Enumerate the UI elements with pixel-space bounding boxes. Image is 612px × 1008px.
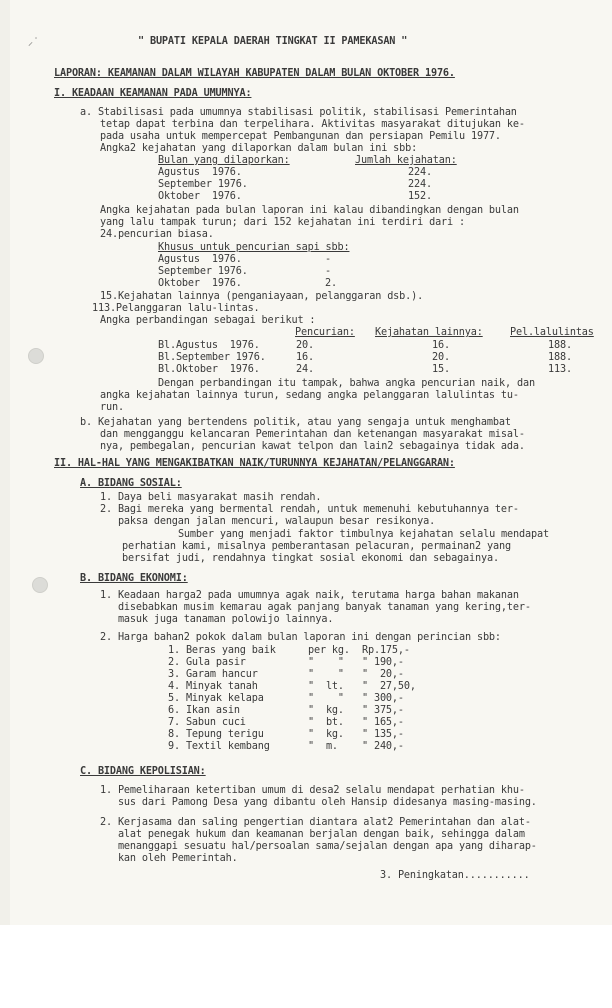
economy-line: 1. Keadaan harga2 pada umumnya agak naik, terutama harga bahan makanan — [100, 590, 519, 601]
price-value: Rp.175,- — [362, 645, 410, 656]
compare-row-traffic: 113. — [548, 364, 572, 375]
cattle-row-month: Agustus 1976. — [158, 254, 242, 265]
price-item: 3. Garam hancur — [168, 669, 258, 680]
price-unit: " kg. — [308, 729, 344, 740]
price-unit: " m. — [308, 741, 338, 752]
compare-col-theft: Pencurian: — [295, 327, 355, 338]
price-unit: per kg. — [308, 645, 350, 656]
compare-line-3: 24.pencurian biasa. — [100, 229, 214, 240]
price-value: " 165,- — [362, 717, 404, 728]
social-line: 2. Bagi mereka yang bermental rendah, untuk memenuhi kebutuhannya ter- — [100, 504, 519, 515]
para-a-line-1: a. Stabilisasi pada umumnya stabilisasi politik, stabilisasi Pemerintahan — [80, 107, 517, 118]
price-unit: " " — [308, 657, 344, 668]
para-b-line-1: b. Kejahatan yang bertendens politik, atau yang sengaja untuk menghambat — [80, 417, 511, 428]
compare-row-traffic: 188. — [548, 340, 572, 351]
conclusion-line-1: Dengan perbandingan itu tampak, bahwa angka pencurian naik, dan — [158, 378, 535, 389]
social-line: bersifat judi, rendahnya tingkat sosial ekonomi dan sebagainya. — [122, 553, 499, 564]
compare-row-theft: 16. — [296, 352, 314, 363]
cattle-row-month: September 1976. — [158, 266, 248, 277]
price-value: " 135,- — [362, 729, 404, 740]
compare-row-traffic: 188. — [548, 352, 572, 363]
price-item: 5. Minyak kelapa — [168, 693, 264, 704]
compare-col-traffic: Pel.lalulintas — [510, 327, 594, 338]
letterhead-title: " BUPATI KEPALA DAERAH TINGKAT II PAMEKASAN " — [138, 36, 408, 47]
compare-row-theft: 24. — [296, 364, 314, 375]
para-a-line-4: Angka2 kejahatan yang dilaporkan dalam bulan ini sbb: — [100, 143, 418, 154]
police-line: 1. Pemeliharaan ketertiban umum di desa2 selalu mendapat perhatian khu- — [100, 785, 525, 796]
compare-line-2: yang lalu tampak turun; dari 152 kejahatan ini terdiri dari : — [100, 217, 465, 228]
price-item: 1. Beras yang baik — [168, 645, 276, 656]
cattle-heading: Khusus untuk pencurian sapi sbb: — [158, 242, 350, 253]
cattle-row-count: - — [325, 266, 331, 277]
cattle-row-month: Oktober 1976. — [158, 278, 242, 289]
crime-row-month: Oktober 1976. — [158, 191, 242, 202]
compare-col-other: Kejahatan lainnya: — [375, 327, 483, 338]
price-value: " 190,- — [362, 657, 404, 668]
compare-row-month: Bl.Oktober 1976. — [158, 364, 260, 375]
crime-row-count: 224. — [408, 179, 432, 190]
price-item: 7. Sabun cuci — [168, 717, 246, 728]
conclusion-line-2: angka kejahatan lainnya turun, sedang angka pelanggaran lalulintas tu- — [100, 390, 519, 401]
police-line: sus dari Pamong Desa yang dibantu oleh Hansip didesanya masing-masing. — [100, 797, 537, 808]
compare-row-other: 20. — [432, 352, 450, 363]
police-line: alat penegak hukum dan keamanan berjalan dengan baik, sehingga dalam — [100, 829, 525, 840]
para-b-line-3: nya, pembegalan, pencurian kawat telpon dan lain2 sebagainya tidak ada. — [100, 441, 525, 452]
compare-row-other: 15. — [432, 364, 450, 375]
section-2-heading: II. HAL-HAL YANG MENGAKIBATKAN NAIK/TURUNNYA KEJAHATAN/PELANGGARAN: — [54, 458, 455, 469]
price-unit: " " — [308, 693, 344, 704]
police-line: kan oleh Pemerintah. — [100, 853, 238, 864]
compare-row-other: 16. — [432, 340, 450, 351]
continuation-marker: 3. Peningkatan........... — [380, 870, 530, 881]
other-line-2: 113.Pelanggaran lalu-lintas. — [92, 303, 260, 314]
price-unit: " " — [308, 669, 344, 680]
economy-line: 2. Harga bahan2 pokok dalam bulan laporan ini dengan perincian sbb: — [100, 632, 501, 643]
price-value: " 375,- — [362, 705, 404, 716]
price-unit: " kg. — [308, 705, 344, 716]
section-1-heading: I. KEADAAN KEAMANAN PADA UMUMNYA: — [54, 88, 252, 99]
price-item: 9. Textil kembang — [168, 741, 270, 752]
other-line-1: 15.Kejahatan lainnya (penganiayaan, pelanggaran dsb.). — [100, 291, 424, 302]
punch-hole-top — [28, 348, 44, 364]
police-line: menanggapi sesuatu hal/persoalan sama/sejalan dengan apa yang diharap- — [100, 841, 537, 852]
compare-row-month: Bl.Agustus 1976. — [158, 340, 260, 351]
price-item: 4. Minyak tanah — [168, 681, 258, 692]
economy-line: masuk juga tanaman polowijo lainnya. — [100, 614, 334, 625]
cattle-row-count: 2. — [325, 278, 337, 289]
social-line: 1. Daya beli masyarakat masih rendah. — [100, 492, 322, 503]
price-value: " 300,- — [362, 693, 404, 704]
crime-row-count: 224. — [408, 167, 432, 178]
police-heading: C. BIDANG KEPOLISIAN: — [80, 766, 206, 777]
page-margin-bottom — [0, 925, 612, 1008]
social-line: paksa dengan jalan mencuri, walaupun besar resikonya. — [100, 516, 436, 527]
price-item: 6. Ikan asin — [168, 705, 240, 716]
price-item: 8. Tepung terigu — [168, 729, 264, 740]
other-line-3: Angka perbandingan sebagai berikut : — [100, 315, 316, 326]
price-unit: " lt. — [308, 681, 344, 692]
price-value: " 27,50, — [362, 681, 416, 692]
economy-line: disebabkan musim kemarau agak panjang banyak tanaman yang kering,ter- — [100, 602, 531, 613]
social-heading: A. BIDANG SOSIAL: — [80, 478, 182, 489]
pen-mark: ⸝˙ — [28, 37, 40, 48]
price-value: " 20,- — [362, 669, 404, 680]
conclusion-line-3: run. — [100, 402, 124, 413]
economy-heading: B. BIDANG EKONOMI: — [80, 573, 188, 584]
crime-row-count: 152. — [408, 191, 432, 202]
price-value: " 240,- — [362, 741, 404, 752]
para-a-line-2: tetap dapat terbina dan terpelihara. Aktivitas masyarakat ditujukan ke- — [100, 119, 525, 130]
social-line: Sumber yang menjadi faktor timbulnya kejahatan selalu mendapat — [160, 529, 549, 540]
police-line: 2. Kerjasama dan saling pengertian diantara alat2 Pemerintahan dan alat- — [100, 817, 531, 828]
para-a-line-3: pada usaha untuk mempercepat Pembangunan dan persiapan Pemilu 1977. — [100, 131, 501, 142]
cattle-row-count: - — [325, 254, 331, 265]
compare-row-theft: 20. — [296, 340, 314, 351]
compare-line-1: Angka kejahatan pada bulan laporan ini kalau dibandingkan dengan bulan — [100, 205, 519, 216]
social-line: perhatian kami, misalnya pemberantasan pelacuran, permainan2 yang — [122, 541, 511, 552]
para-b-line-2: dan mengganggu kelancaran Pemerintahan dan ketenangan masyarakat misal- — [100, 429, 525, 440]
price-unit: " bt. — [308, 717, 344, 728]
crime-table-col-count: Jumlah kejahatan: — [355, 155, 457, 166]
crime-row-month: September 1976. — [158, 179, 248, 190]
report-title: LAPORAN: KEAMANAN DALAM WILAYAH KABUPATEN DALAM BULAN OKTOBER 1976. — [54, 68, 455, 79]
price-item: 2. Gula pasir — [168, 657, 246, 668]
compare-row-month: Bl.September 1976. — [158, 352, 266, 363]
crime-row-month: Agustus 1976. — [158, 167, 242, 178]
crime-table-col-month: Bulan yang dilaporkan: — [158, 155, 290, 166]
punch-hole-bottom — [32, 577, 48, 593]
